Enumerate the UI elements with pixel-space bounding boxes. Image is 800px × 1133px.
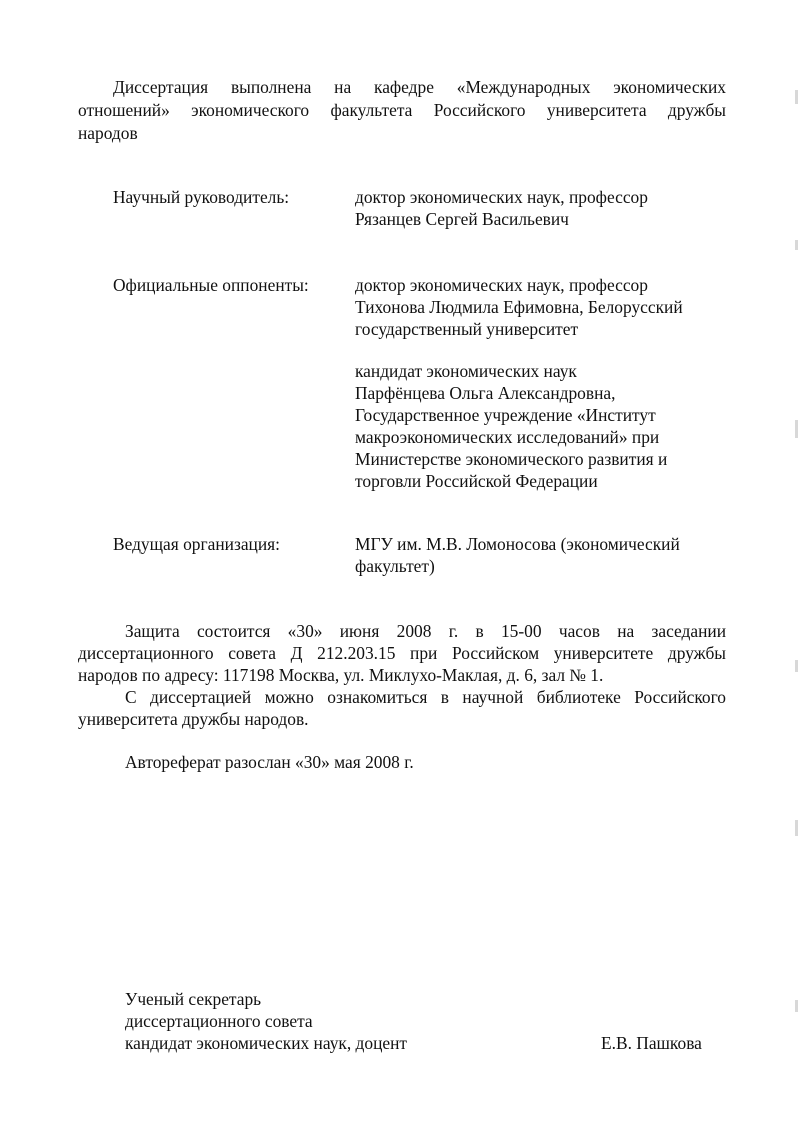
defense-line-3: народов по адресу: 117198 Москва, ул. Миклухо-Маклая, д. 6, зал № 1. (78, 665, 604, 685)
intro-line-2: отношений» экономического факультета Российского университета дружбы (78, 100, 726, 120)
opponents-label: Официальные оппоненты: (113, 275, 309, 295)
opponent-line: кандидат экономических наук (355, 361, 577, 381)
opponent-first (355, 274, 725, 340)
scan-edge-mark (795, 1000, 798, 1012)
opponent-line: доктор экономических наук, профессор (355, 275, 648, 295)
defense-line-2: диссертационного совета Д 212.203.15 при Российском университете дружбы (78, 643, 726, 663)
lead-org-label: Ведущая организация: (113, 534, 280, 554)
scan-edge-mark (795, 820, 798, 836)
scan-edge-mark (795, 660, 798, 672)
opponent-line: макроэкономических исследований» при (355, 427, 660, 447)
opponent-line: Тихонова Людмила Ефимовна, Белорусский (355, 297, 683, 317)
mailing-date: Автореферат разослан «30» мая 2008 г. (125, 752, 414, 772)
signature-block (125, 988, 407, 1054)
opponent-line: Министерстве экономического развития и (355, 449, 668, 469)
opponent-line: торговли Российской Федерации (355, 471, 598, 491)
scan-edge-mark (795, 90, 798, 104)
opponent-line: государственный университет (355, 319, 579, 339)
defense-line-1: Защита состоится «30» июня 2008 г. в 15-00 часов на заседании (125, 621, 726, 641)
lead-org-value (355, 533, 725, 577)
supervisor-line: доктор экономических наук, профессор (355, 187, 648, 207)
signature-line: кандидат экономических наук, доцент (125, 1033, 408, 1053)
opponent-line: Парфёнцева Ольга Александровна, (355, 383, 616, 403)
signature-line: Ученый секретарь (125, 989, 262, 1009)
library-line-2: университета дружбы народов. (78, 709, 309, 729)
scan-edge-mark (795, 240, 798, 250)
supervisor-value (355, 186, 725, 230)
intro-line-3: народов (78, 123, 138, 143)
lead-org-line: МГУ им. М.В. Ломоносова (экономический (355, 534, 680, 554)
signature-line: диссертационного совета (125, 1011, 313, 1031)
intro-line-1: Диссертация выполнена на кафедре «Международных экономических (113, 77, 726, 97)
supervisor-line: Рязанцев Сергей Васильевич (355, 209, 569, 229)
opponent-second (355, 360, 725, 492)
scan-edge-mark (795, 420, 798, 438)
signer-name: Е.В. Пашкова (601, 1033, 702, 1053)
library-line-1: С диссертацией можно ознакомиться в научной библиотеке Российского (125, 687, 726, 707)
supervisor-label: Научный руководитель: (113, 187, 290, 207)
opponent-line: Государственное учреждение «Институт (355, 405, 656, 425)
lead-org-line: факультет) (355, 556, 435, 576)
